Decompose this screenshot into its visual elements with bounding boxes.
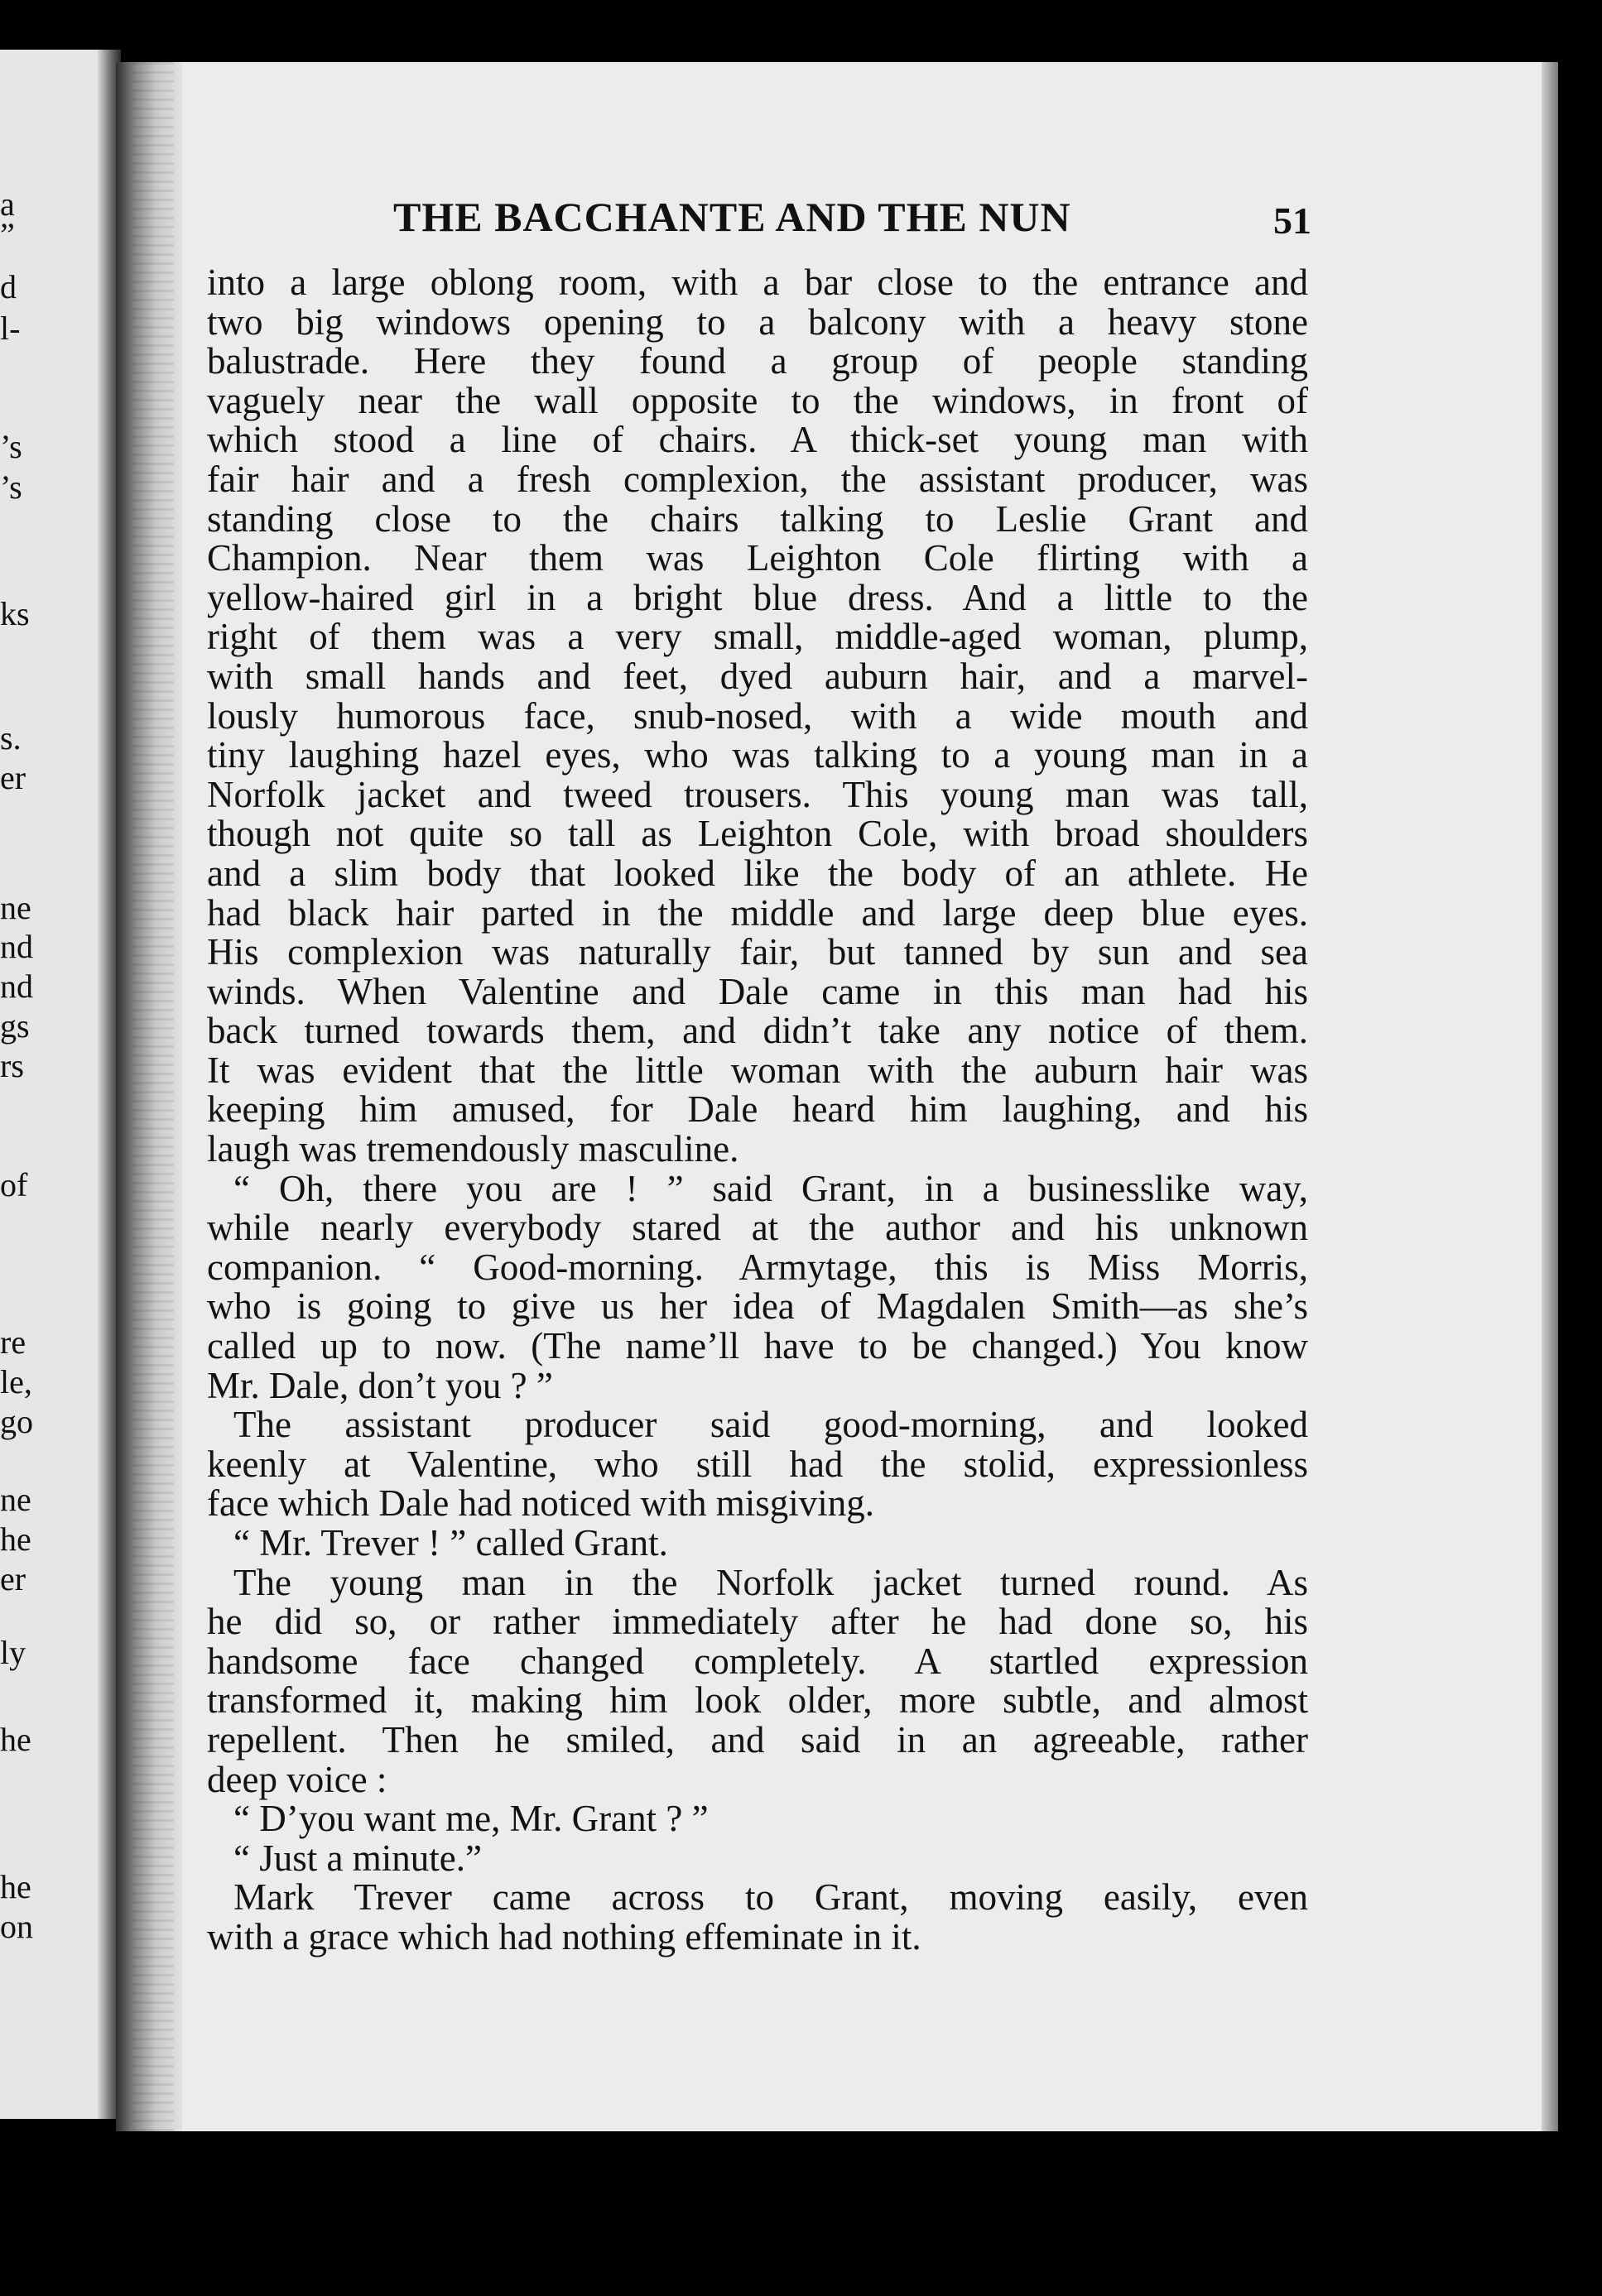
text-line: “ Oh, there you are ! ” said Grant, in a businesslike way, (233, 1167, 1308, 1209)
text-line: called up to now. (The name’ll have to be changed.) You know (207, 1325, 1308, 1367)
body-text (207, 263, 1308, 1957)
left-page-fragment: l- (0, 310, 21, 347)
text-line: Mark Trever came across to Grant, moving easily, even (233, 1876, 1308, 1919)
text-line: yellow-haired girl in a bright blue dress. And a little to the (207, 576, 1308, 618)
text-line: His complexion was naturally fair, but tanned by sun and sea (207, 931, 1308, 973)
text-line: back turned towards them, and didn’t take any notice of them. (207, 1010, 1308, 1052)
text-line: tiny laughing hazel eyes, who was talking to a young man in a (207, 734, 1308, 776)
text-line: balustrade. Here they found a group of people standing (207, 340, 1308, 382)
text-line: handsome face changed completely. A startled expression (207, 1640, 1308, 1682)
text-line: which stood a line of chairs. A thick-set young man with (207, 419, 1308, 461)
text-line: “ Mr. Trever ! ” called Grant. (233, 1522, 668, 1563)
left-page-fragment: ’s (0, 428, 22, 465)
left-page-fragment: er (0, 759, 26, 796)
text-line: “ Just a minute.” (233, 1837, 482, 1879)
left-page-fragment: er (0, 1560, 26, 1597)
left-page-fragment: d (0, 268, 17, 305)
text-line: two big windows opening to a balcony with a heavy stone (207, 300, 1308, 343)
text-line: Mr. Dale, don’t you ? ” (207, 1364, 553, 1406)
text-line: while nearly everybody stared at the author and his unknown (207, 1207, 1308, 1249)
text-line: lously humorous face, snub-nosed, with a wide mouth and (207, 694, 1308, 737)
text-line: transformed it, making him look older, more subtle, and almost (207, 1679, 1308, 1722)
text-line: repellent. Then he smiled, and said in an agreeable, rather (207, 1718, 1308, 1760)
text-line: keenly at Valentine, who still had the stolid, expressionless (207, 1443, 1308, 1485)
left-page-fragment: go (0, 1403, 33, 1440)
left-page-fragment: he (0, 1520, 31, 1558)
running-head: THE BACCHANTE AND THE NUN (393, 194, 1071, 240)
text-line: and a slim body that looked like the body of an athlete. He (207, 852, 1308, 894)
text-line: winds. When Valentine and Dale came in this man had his (207, 970, 1308, 1012)
text-line: though not quite so tall as Leighton Cole, with broad shoulders (207, 813, 1308, 855)
left-page-fragment: gs (0, 1007, 30, 1045)
left-page-fragment: he (0, 1721, 31, 1758)
text-line: Norfolk jacket and tweed trousers. This young man was tall, (207, 773, 1308, 815)
left-page-fragment: ne (0, 1481, 31, 1518)
left-page-fragment: ’s (0, 468, 22, 506)
page-right-edge (1542, 62, 1558, 2131)
text-line: The young man in the Norfolk jacket turned round. As (233, 1561, 1308, 1603)
text-line: face which Dale had noticed with misgiving. (207, 1482, 875, 1525)
text-line: right of them was a very small, middle-aged woman, plump, (207, 616, 1308, 658)
left-page-fragment: of (0, 1166, 28, 1203)
left-page-fragment: ne (0, 889, 31, 926)
left-page-fragment: nd (0, 968, 33, 1005)
text-line: deep voice : (207, 1758, 387, 1800)
left-page-fragment: rs (0, 1047, 24, 1084)
left-page-fragment: he (0, 1868, 31, 1905)
text-line: keeping him amused, for Dale heard him laughing, and his (207, 1088, 1308, 1131)
left-page-fragment: a (0, 185, 15, 223)
text-line: standing close to the chairs talking to Leslie Grant and (207, 497, 1308, 540)
text-line: vaguely near the wall opposite to the windows, in front of (207, 379, 1308, 421)
text-line: with small hands and feet, dyed auburn hair, and a marvel- (207, 655, 1308, 697)
text-line: It was evident that the little woman with the auburn hair was (207, 1049, 1308, 1091)
text-line: who is going to give us her idea of Magdalen Smith—as she’s (207, 1285, 1308, 1328)
binding-texture (132, 62, 174, 2131)
text-line: into a large oblong room, with a bar close to the entrance and (207, 262, 1308, 303)
text-line: “ D’you want me, Mr. Grant ? ” (233, 1798, 709, 1840)
text-line: with a grace which had nothing effeminate in it. (207, 1915, 921, 1957)
text-line: laugh was tremendously masculine. (207, 1128, 739, 1170)
left-page-fragment: nd (0, 928, 33, 965)
page-number: 51 (1273, 199, 1311, 242)
text-line: Champion. Near them was Leighton Cole flirting with a (207, 537, 1308, 579)
left-page-fragment: ” (0, 216, 15, 253)
left-page-fragment: on (0, 1908, 33, 1945)
left-page-fragment: le, (0, 1363, 32, 1400)
left-page-fragment: s. (0, 719, 22, 757)
left-page-fragment: ly (0, 1634, 26, 1671)
text-line: he did so, or rather immediately after he had done so, his (207, 1601, 1308, 1643)
left-page-fragment: re (0, 1323, 26, 1361)
text-line: fair hair and a fresh complexion, the assistant producer, was (207, 458, 1308, 500)
left-page-text-fragments (0, 0, 109, 2296)
left-page-fragment: ks (0, 595, 30, 632)
text-line: companion. “ Good-morning. Armytage, this is Miss Morris, (207, 1246, 1308, 1288)
text-line: The assistant producer said good-morning, and looked (233, 1404, 1308, 1446)
text-line: had black hair parted in the middle and large deep blue eyes. (207, 891, 1308, 934)
